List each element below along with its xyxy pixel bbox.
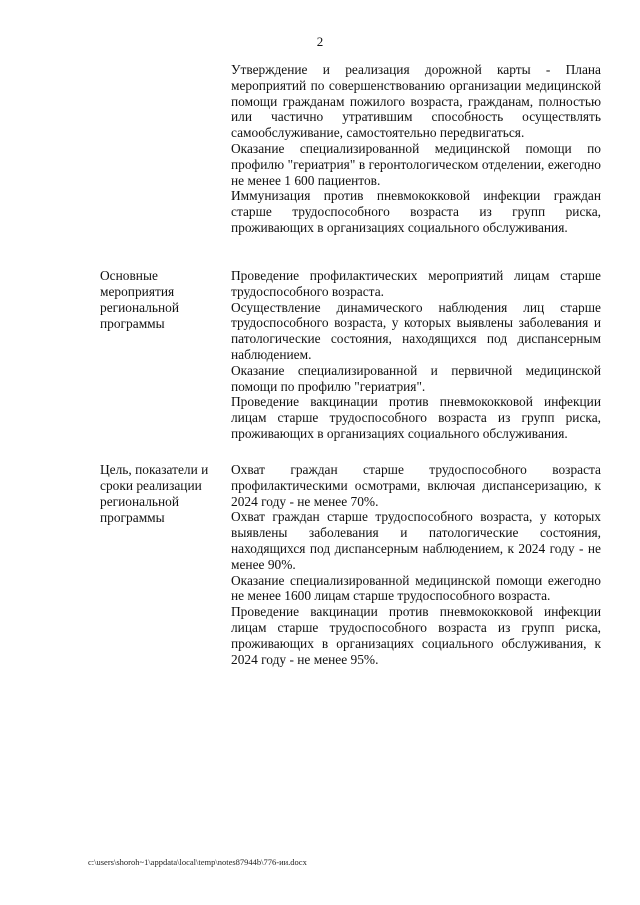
- paragraph: Оказание специализированной медицинской помощи ежегодно не менее 1600 лицам старше трудоспособного возраста.: [231, 572, 601, 604]
- section-label: Цель, показатели и сроки реализации региональной программы: [100, 462, 209, 525]
- paragraph: Проведение вакцинации против пневмококковой инфекции лицам старше трудоспособного возраста из групп риска, проживающих в организациях социального обслуживания, к 2024 году - не менее 95%.: [231, 604, 601, 667]
- page-number: 2: [316, 34, 324, 49]
- paragraph: Проведение вакцинации против пневмококковой инфекции лицам старше трудоспособного возраста из групп риска, проживающих в организациях социального обслуживания.: [231, 394, 601, 441]
- paragraph: Проведение профилактических мероприятий лицам старше трудоспособного возраста.: [231, 268, 601, 299]
- section-text: [231, 462, 601, 667]
- section-text: [231, 268, 601, 442]
- continuation-text: [231, 62, 601, 236]
- paragraph: Осуществление динамического наблюдения лиц старше трудоспособного возраста, у которых выявлены заболевания и патологические состояния, находящихся под диспансерным наблюдением.: [231, 299, 601, 362]
- paragraph: Охват граждан старше трудоспособного возраста профилактическими осмотрами, включая диспансеризацию, к 2024 году - не менее 70%.: [231, 462, 601, 509]
- paragraph: Утверждение и реализация дорожной карты - Плана мероприятий по совершенствованию организации медицинской помощи гражданам пожилого возраста, гражданам, полностью или частично утратившим способность осуществлять самообслуживание, самостоятельно передвигаться.: [231, 62, 601, 141]
- footer-file-path: c:\users\shoroh~1\appdata\local\temp\notes87944b\776-ии.docx: [88, 857, 307, 867]
- paragraph: Оказание специализированной и первичной медицинской помощи по профилю "гериатрия".: [231, 362, 601, 394]
- paragraph: Охват граждан старше трудоспособного возраста, у которых выявлены заболевания и патологические состояния, находящихся под диспансерным наблюдением, к 2024 году - не менее 90%.: [231, 509, 601, 572]
- paragraph: Иммунизация против пневмококковой инфекции граждан старше трудоспособного возраста из групп риска, проживающих в организациях социального обслуживания.: [231, 188, 601, 235]
- section-label: Основные мероприятия региональной программы: [100, 268, 180, 331]
- paragraph: Оказание специализированной медицинской помощи по профилю "гериатрия" в геронтологическом отделении, ежегодно не менее 1 600 пациентов.: [231, 140, 601, 188]
